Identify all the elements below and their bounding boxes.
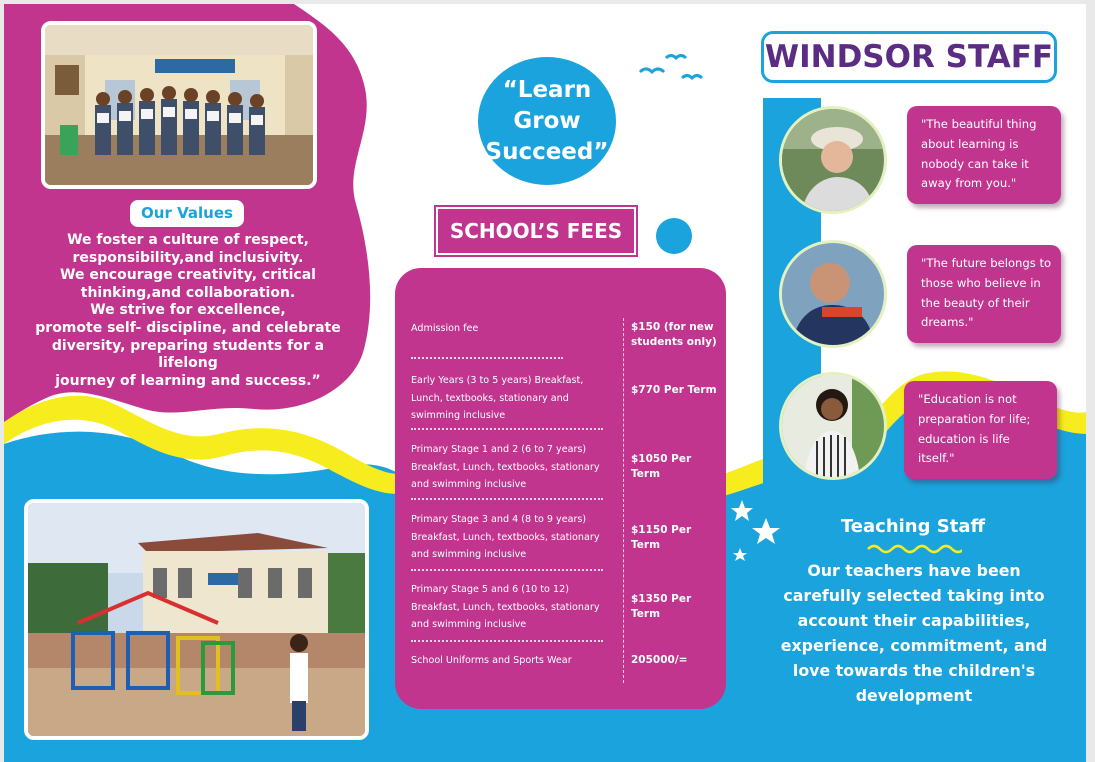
fee-price: 205000/= — [631, 654, 688, 666]
fee-description: Primary Stage 1 and 2 (6 to 7 years) Breakfast, Lunch, textbooks, stationary and swimming inclusive — [411, 444, 600, 490]
dotted-separator — [411, 428, 603, 430]
students-group-photo — [41, 21, 317, 189]
dotted-separator — [411, 640, 603, 642]
our-values-heading: Our Values — [130, 200, 244, 227]
fee-description: Early Years (3 to 5 years) Breakfast, Lunch, textbooks, stationary and swimming inclusive — [411, 375, 584, 421]
values-text: We foster a culture of respect, responsibility,and inclusivity. We encourage creativity, critical thinking,and collaboration. We strive for excellence, promote self- discipline, and celebrate diversity, preparing students for a lifelong journey of learning and success.” — [35, 232, 341, 389]
motto-circle: “Learn Grow Succeed” — [478, 57, 616, 185]
fees-table — [395, 268, 726, 709]
fee-price: $1050 Per Term — [631, 453, 692, 480]
staff-photo-3 — [779, 372, 887, 480]
teaching-staff-text: Our teachers have been carefully selected taking into account their capabilities, experience, commitment, and love towards the children's development — [780, 561, 1048, 705]
squiggle-underline — [866, 542, 962, 554]
fee-description: Primary Stage 3 and 4 (8 to 9 years) Breakfast, Lunch, textbooks, stationary and swimming inclusive — [411, 514, 600, 560]
fee-description: Primary Stage 5 and 6 (10 to 12) Breakfast, Lunch, textbooks, stationary and swimming inclusive — [411, 584, 600, 630]
stars-icon — [728, 498, 784, 566]
dotted-separator — [411, 569, 603, 571]
fees-divider — [623, 318, 624, 683]
dotted-separator — [411, 498, 603, 500]
school-fees-heading: SCHOOL’S FEES — [436, 207, 636, 255]
staff-quote-1: "The beautiful thing about learning is nobody can take it away from you." — [907, 106, 1061, 204]
fee-description: School Uniforms and Sports Wear — [411, 655, 572, 666]
teaching-staff-heading: Teaching Staff — [840, 516, 986, 537]
fee-price: $150 (for new students only) — [631, 321, 717, 348]
staff-photo-2 — [779, 240, 887, 348]
dotted-separator — [411, 357, 563, 359]
fee-description: Admission fee — [411, 323, 479, 334]
staff-quote-3: "Education is not preparation for life; education is life itself." — [904, 381, 1057, 479]
brochure-page — [4, 4, 1086, 762]
birds-icon — [636, 48, 712, 88]
windsor-staff-heading: WINDSOR STAFF — [761, 31, 1057, 83]
staff-quote-2: "The future belongs to those who believe in the beauty of their dreams." — [907, 245, 1061, 343]
staff-photo-1 — [779, 106, 887, 214]
decor-dot — [656, 218, 692, 254]
fee-price: $1350 Per Term — [631, 593, 692, 620]
fee-price: $1150 Per Term — [631, 524, 692, 551]
school-building-photo — [24, 499, 369, 740]
fee-price: $770 Per Term — [631, 384, 717, 396]
